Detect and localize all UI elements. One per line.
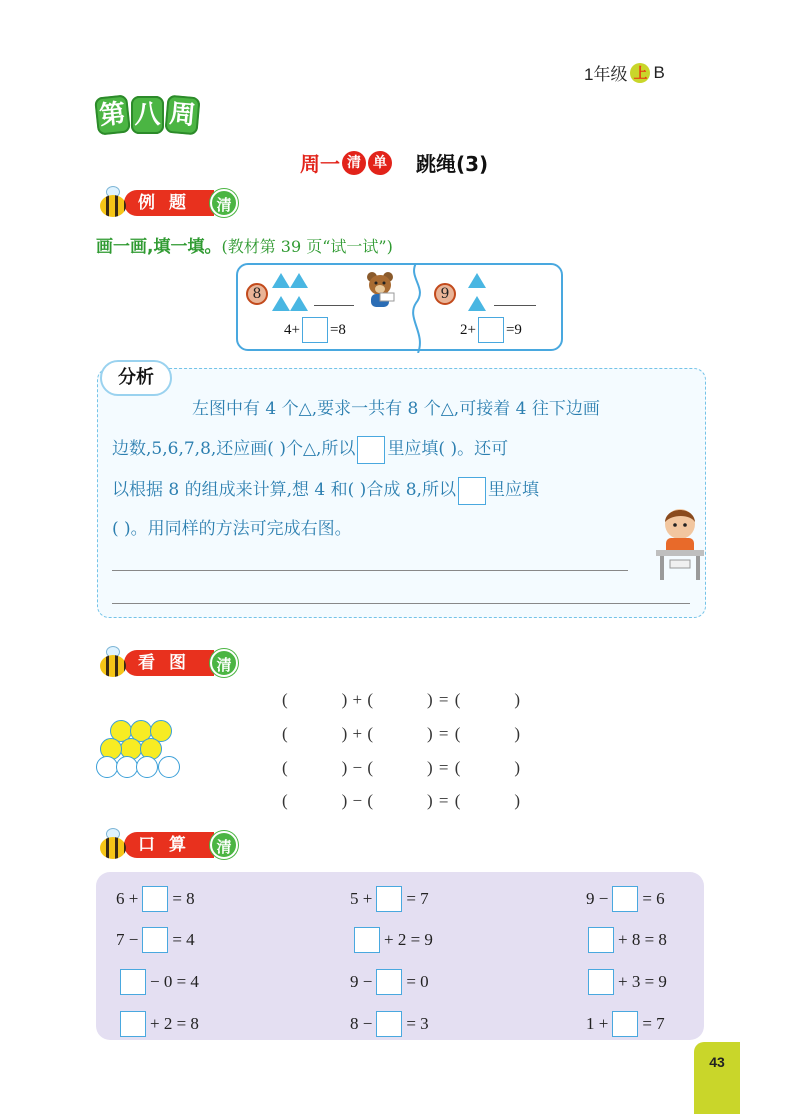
grade-mark: 上	[630, 63, 650, 83]
math-right: + 8 = 8	[618, 930, 667, 949]
triangle-icon	[272, 296, 290, 311]
analysis-line-4: ( )。用同样的方法可完成右图。	[112, 519, 352, 539]
left-draw-line	[314, 305, 354, 306]
bear-icon	[360, 269, 400, 309]
math-left: 9 −	[350, 972, 373, 991]
right-eq-part-b: =9	[505, 321, 522, 338]
equals-sign: =	[438, 724, 449, 743]
open-paren: (	[367, 791, 374, 810]
week-char-3: 周	[164, 95, 200, 136]
open-paren: (	[282, 690, 288, 709]
checklist-char-2: 单	[368, 151, 392, 175]
math-right: = 6	[642, 889, 665, 908]
equation-row-1[interactable]	[282, 690, 520, 710]
close-paren: )	[514, 690, 521, 709]
math-answer-box[interactable]	[612, 1011, 638, 1037]
math-right: = 8	[172, 889, 195, 908]
equation-row-2[interactable]	[282, 724, 520, 744]
example-label: 例题	[124, 190, 214, 216]
close-paren: )	[427, 724, 433, 743]
operator: −	[352, 758, 363, 777]
analysis-box-1[interactable]	[357, 436, 385, 464]
open-paren: (	[282, 758, 288, 777]
open-paren: (	[454, 791, 461, 810]
grade-label	[584, 60, 665, 85]
math-problem	[120, 1011, 199, 1037]
triangle-icon	[468, 273, 486, 288]
math-problem	[350, 886, 429, 912]
right-answer-box[interactable]	[478, 317, 504, 343]
math-left: 5 +	[350, 889, 373, 908]
open-paren: (	[454, 724, 461, 743]
math-answer-box[interactable]	[376, 1011, 402, 1037]
day-prefix: 周一	[300, 152, 340, 176]
mental-math-mark: 清	[210, 831, 238, 859]
math-right: = 4	[172, 930, 195, 949]
math-answer-box[interactable]	[120, 969, 146, 995]
math-right: + 2 = 9	[384, 930, 433, 949]
left-eq-part-a: 4+	[284, 321, 300, 338]
left-answer-box[interactable]	[302, 317, 328, 343]
bee-icon	[96, 646, 130, 680]
math-right: + 3 = 9	[618, 972, 667, 991]
operator: −	[352, 791, 363, 810]
equation-row-3[interactable]	[282, 758, 520, 778]
open-paren: (	[367, 690, 374, 709]
equals-sign: =	[438, 758, 449, 777]
triangle-icon	[290, 296, 308, 311]
math-answer-box[interactable]	[376, 886, 402, 912]
math-problem	[586, 1011, 665, 1037]
checklist-char-1: 清	[342, 151, 366, 175]
week-title	[96, 96, 199, 134]
close-paren: )	[427, 758, 433, 777]
close-paren: )	[341, 724, 348, 743]
right-eq-part-a: 2+	[460, 321, 476, 338]
task-instruction	[96, 232, 393, 257]
white-ball	[96, 756, 118, 778]
close-paren: )	[341, 690, 348, 709]
left-equation	[284, 317, 346, 343]
week-char-1: 第	[94, 94, 131, 135]
math-left: 8 −	[350, 1014, 373, 1033]
math-problem	[588, 969, 667, 995]
math-right: − 0 = 4	[150, 972, 199, 991]
operator: +	[352, 690, 363, 709]
math-problem	[350, 1011, 429, 1037]
week-char-2: 八	[131, 96, 164, 134]
analysis-line-2-b: 里应填( )。还可	[387, 439, 509, 459]
mental-math-label: 口算	[124, 832, 214, 858]
open-paren: (	[367, 758, 374, 777]
math-left: 1 +	[586, 1014, 609, 1033]
right-equation	[460, 317, 522, 343]
close-paren: )	[514, 724, 521, 743]
analysis-line-3-a: 以根据 8 的组成来计算,想 4 和( )合成 8,所以	[112, 480, 456, 500]
answer-line-1[interactable]	[112, 570, 628, 571]
picture-box	[236, 263, 563, 351]
open-paren: (	[282, 791, 288, 810]
ball-pyramid	[96, 718, 186, 780]
math-answer-box[interactable]	[588, 927, 614, 953]
see-picture-label: 看图	[124, 650, 214, 676]
math-answer-box[interactable]	[354, 927, 380, 953]
math-right: = 7	[642, 1014, 665, 1033]
analysis-line-1: 左图中有 4 个△,要求一共有 8 个△,可接着 4 往下边画	[192, 399, 600, 419]
math-problem	[120, 969, 199, 995]
operator: +	[352, 724, 363, 743]
open-paren: (	[282, 724, 288, 743]
analysis-line-2	[112, 430, 702, 469]
math-answer-box[interactable]	[142, 886, 168, 912]
math-answer-box[interactable]	[120, 1011, 146, 1037]
left-eq-part-b: =8	[329, 321, 346, 338]
bee-icon	[96, 186, 130, 220]
math-left: 7 −	[116, 930, 139, 949]
white-ball	[136, 756, 158, 778]
math-answer-box[interactable]	[612, 886, 638, 912]
right-draw-line	[494, 305, 536, 306]
math-right: + 2 = 8	[150, 1014, 199, 1033]
task-title: 画一画,填一填。	[96, 237, 222, 257]
math-answer-box[interactable]	[376, 969, 402, 995]
student-icon	[652, 504, 708, 582]
left-number-badge: 8	[246, 283, 268, 305]
see-picture-section-badge	[96, 646, 238, 680]
close-paren: )	[341, 758, 348, 777]
close-paren: )	[341, 791, 348, 810]
answer-line-2[interactable]	[112, 603, 690, 604]
math-answer-box[interactable]	[588, 969, 614, 995]
math-right: = 0	[406, 972, 429, 991]
grade-suffix: B	[653, 62, 665, 82]
math-problem	[354, 927, 433, 953]
analysis-title: 分析	[100, 360, 172, 396]
close-paren: )	[514, 791, 521, 810]
analysis-line-3-b: 里应填	[487, 480, 539, 500]
open-paren: (	[454, 690, 461, 709]
example-mark: 清	[210, 189, 238, 217]
white-ball	[158, 756, 180, 778]
page-number: 43	[694, 1042, 740, 1114]
open-paren: (	[454, 758, 461, 777]
example-section-badge	[96, 186, 238, 220]
bee-icon	[96, 828, 130, 862]
right-triangles	[468, 273, 488, 315]
math-left: 6 +	[116, 889, 139, 908]
task-reference: (教材第 39 页“试一试”)	[221, 237, 393, 256]
math-answer-box[interactable]	[142, 927, 168, 953]
equation-row-4[interactable]	[282, 791, 520, 811]
left-triangles	[272, 273, 312, 315]
triangle-icon	[272, 273, 290, 288]
equals-sign: =	[438, 791, 449, 810]
close-paren: )	[514, 758, 521, 777]
math-problem	[116, 927, 195, 953]
mental-math-section-badge	[96, 828, 238, 862]
puzzle-divider	[398, 263, 438, 353]
math-right: = 3	[406, 1014, 429, 1033]
see-picture-mark: 清	[210, 649, 238, 677]
mental-math-box	[96, 872, 704, 1040]
close-paren: )	[427, 690, 433, 709]
triangle-icon	[290, 273, 308, 288]
day-title	[300, 148, 488, 177]
math-problem	[588, 927, 667, 953]
math-problem	[586, 886, 665, 912]
grade-prefix: 1年级	[584, 65, 628, 84]
triangle-icon	[468, 296, 486, 311]
white-ball	[116, 756, 138, 778]
math-problem	[350, 969, 429, 995]
math-right: = 7	[406, 889, 429, 908]
equals-sign: =	[438, 690, 449, 709]
close-paren: )	[427, 791, 433, 810]
lesson-title: 跳绳(3)	[416, 152, 489, 176]
analysis-line-2-a: 边数,5,6,7,8,还应画( )个△,所以	[112, 439, 356, 459]
analysis-line-3	[112, 471, 702, 510]
right-number-badge: 9	[434, 283, 456, 305]
math-left: 9 −	[586, 889, 609, 908]
analysis-box-2[interactable]	[458, 477, 486, 505]
math-problem	[116, 886, 195, 912]
open-paren: (	[367, 724, 374, 743]
